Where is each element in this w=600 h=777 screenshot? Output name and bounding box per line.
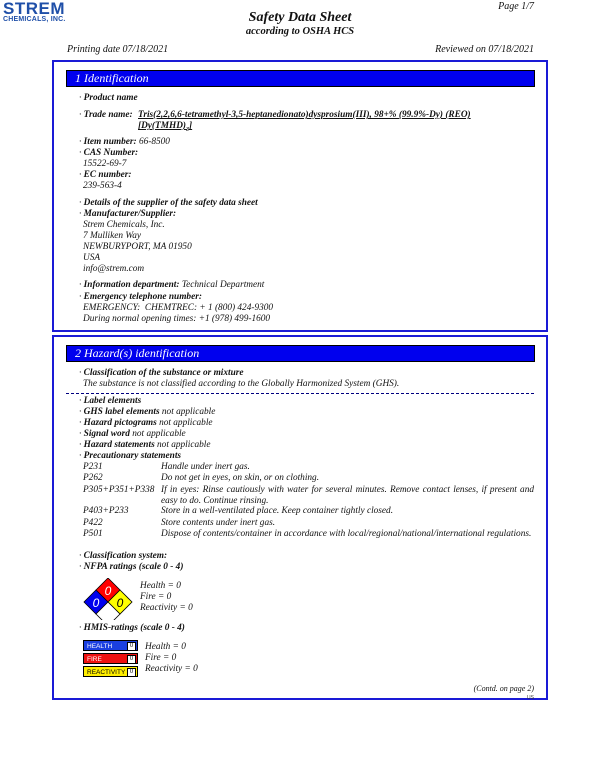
supplier-email: info@strem.com — [83, 264, 145, 274]
emergency-line: During normal opening times: +1 (978) 499-1600 — [83, 314, 271, 324]
trade-name-value: Tris(2,2,6,6-tetramethyl-3,5-heptanedionato)dysprosium(III), 98+% (99.9%-Dy) (REO) — [138, 110, 471, 120]
precaution-text: Do not get in eyes, on skin, or on clothing. — [161, 473, 320, 483]
signal-row: · Signal word not applicable — [79, 429, 186, 439]
hmis-values — [145, 642, 198, 675]
manufacturer-row: · Manufacturer/Supplier: — [79, 209, 177, 219]
nfpa-diamond-icon — [82, 578, 138, 620]
item-number-row: · Item number: 66-8500 — [79, 137, 170, 147]
supplier-details-row: · Details of the supplier of the safety data sheet — [79, 198, 258, 208]
ec-row: · EC number: — [79, 170, 132, 180]
info-dept-value: Technical Department — [181, 280, 265, 290]
classification-system-label: Classification system: — [83, 551, 168, 561]
hmis-row: · HMIS-ratings (scale 0 - 4) — [79, 623, 185, 633]
logo-wordmark: STREM — [3, 0, 65, 18]
precaution-code: P422 — [83, 518, 103, 528]
product-name-row: · Product name — [79, 93, 138, 103]
trade-name-label: Trade name: — [83, 110, 133, 120]
precaution-text: Dispose of contents/container in accordance with local/regional/national/international regulations. — [161, 529, 532, 539]
hmis-reactivity-label: REACTIVITY — [87, 669, 126, 676]
ghs-value: not applicable — [161, 407, 216, 417]
page-number: Page 1/7 — [498, 1, 534, 12]
trade-name-row: · Trade name: — [79, 110, 133, 120]
nfpa-row: · NFPA ratings (scale 0 - 4) — [79, 562, 184, 572]
precaution-text: Handle under inert gas. — [161, 462, 250, 472]
item-number-value: 66-8500 — [138, 137, 170, 147]
precautionary-row: · Precautionary statements — [79, 451, 182, 461]
pictograms-label: Hazard pictograms — [83, 418, 157, 428]
classification-text: The substance is not classified according to the Globally Harmonized System (GHS). — [83, 379, 400, 389]
continued-note: (Contd. on page 2) — [473, 684, 534, 693]
hmis-reactivity-line: Reactivity = 0 — [145, 664, 198, 674]
nfpa-fire-value: 0 — [104, 584, 112, 598]
precaution-code: P231 — [83, 462, 103, 472]
footer-code: US — [527, 695, 534, 701]
precaution-text: If in eyes: Rinse cautiously with water for several minutes. Remove contact lenses, if present and easy to do. Continue rinsing. — [161, 485, 534, 506]
info-dept-row: · Information department: Technical Department — [79, 280, 265, 290]
supplier-line: USA — [83, 253, 101, 263]
section-1-heading: 1 Identification — [66, 70, 535, 87]
hmis-fire-label: FIRE — [87, 656, 102, 663]
hmis-fire-bar — [83, 653, 138, 664]
nfpa-health-line: Health = 0 — [140, 581, 181, 591]
nfpa-fire-line: Fire = 0 — [140, 592, 172, 602]
supplier-line: 7 Mulliken Way — [83, 231, 142, 241]
nfpa-reactivity-line: Reactivity = 0 — [140, 603, 193, 613]
hazard-statements-label: Hazard statements — [83, 440, 155, 450]
product-name-label: Product name — [83, 93, 138, 103]
hmis-label: HMIS-ratings (scale 0 - 4) — [83, 623, 185, 633]
dashed-divider — [66, 393, 534, 394]
emergency-label: Emergency telephone number: — [83, 292, 202, 302]
hmis-health-label: HEALTH — [87, 643, 113, 650]
cas-row: · CAS Number: — [79, 148, 139, 158]
nfpa-reactivity-value: 0 — [116, 596, 124, 610]
pictograms-row: · Hazard pictograms not applicable — [79, 418, 213, 428]
hmis-fire-value: 0 — [127, 655, 136, 664]
precaution-code: P305+P351+P338 — [83, 485, 155, 495]
logo-subtext: CHEMICALS, INC. — [3, 16, 66, 23]
section-2-heading: 2 Hazard(s) identification — [66, 345, 535, 362]
hmis-reactivity-bar — [83, 666, 138, 677]
nfpa-health-value: 0 — [92, 596, 100, 610]
hmis-health-bar — [83, 640, 138, 651]
hmis-reactivity-value: 0 — [127, 668, 136, 677]
reviewed-date: Reviewed on 07/18/2021 — [435, 44, 534, 55]
formula-part: [Dy(TMHD) — [138, 121, 187, 131]
printing-date: Printing date 07/18/2021 — [67, 44, 169, 55]
formula-close: ] — [189, 121, 193, 131]
emergency-line: EMERGENCY: CHEMTREC: + 1 (800) 424-9300 — [83, 303, 274, 313]
hmis-fire-line: Fire = 0 — [145, 653, 177, 663]
document-title: Safety Data Sheet — [248, 10, 352, 25]
manufacturer-label: Manufacturer/Supplier: — [83, 209, 177, 219]
label-elements-label: Label elements — [83, 396, 142, 406]
precaution-text: Store contents under inert gas. — [161, 518, 276, 528]
label-elements-row: · Label elements — [79, 396, 142, 406]
ec-label: EC number: — [83, 170, 132, 180]
nfpa-values — [140, 581, 193, 614]
classification-row: · Classification of the substance or mixture — [79, 368, 244, 378]
ghs-row: · GHS label elements not applicable — [79, 407, 216, 417]
precaution-code: P403+P233 — [83, 506, 129, 516]
hmis-health-line: Health = 0 — [145, 642, 186, 652]
hmis-health-value: 0 — [127, 642, 136, 651]
ec-value: 239-563-4 — [83, 181, 122, 191]
ghs-label: GHS label elements — [83, 407, 160, 417]
pictograms-value: not applicable — [159, 418, 213, 428]
classification-system-row: · Classification system: — [79, 551, 168, 561]
cas-label: CAS Number: — [83, 148, 139, 158]
emergency-row: · Emergency telephone number: — [79, 292, 202, 302]
precaution-text: Store in a well-ventilated place. Keep container tightly closed. — [161, 506, 394, 516]
supplier-details-label: Details of the supplier of the safety data sheet — [83, 198, 258, 208]
item-number-label: Item number: — [83, 137, 137, 147]
trade-name-formula — [138, 121, 192, 133]
classification-label: Classification of the substance or mixture — [83, 368, 244, 378]
supplier-line: NEWBURYPORT, MA 01950 — [83, 242, 192, 252]
precaution-code: P262 — [83, 473, 103, 483]
cas-value: 15522-69-7 — [83, 159, 127, 169]
signal-value: not applicable — [132, 429, 186, 439]
hazard-statements-value: not applicable — [157, 440, 211, 450]
formula-subscript: 3 — [186, 126, 190, 133]
nfpa-label: NFPA ratings (scale 0 - 4) — [83, 562, 184, 572]
hazard-statements-row: · Hazard statements not applicable — [79, 440, 211, 450]
supplier-line: Strem Chemicals, Inc. — [83, 220, 165, 230]
info-dept-label: Information department: — [83, 280, 180, 290]
document-subtitle: according to OSHA HCS — [245, 26, 355, 37]
precaution-code: P501 — [83, 529, 103, 539]
signal-label: Signal word — [83, 429, 130, 439]
precautionary-label: Precautionary statements — [83, 451, 182, 461]
